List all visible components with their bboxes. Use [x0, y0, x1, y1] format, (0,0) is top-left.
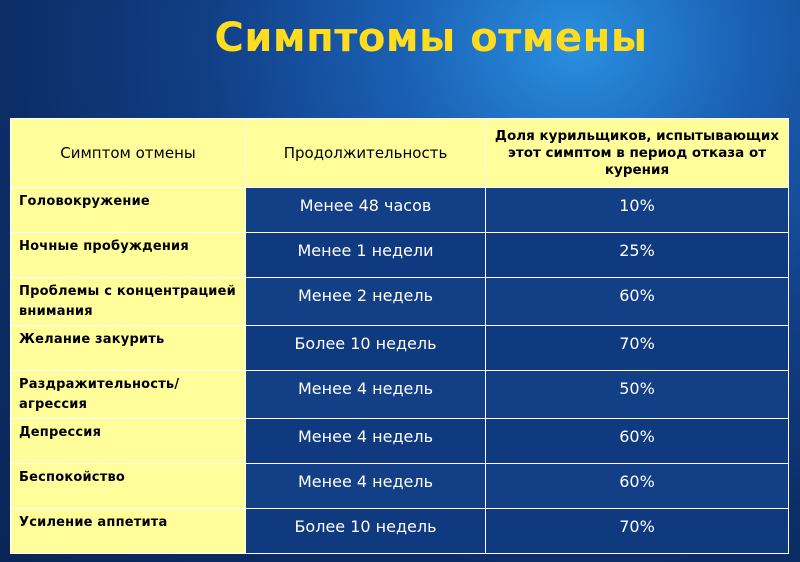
page-title: Симптомы отмены — [214, 15, 648, 61]
share-cell: 10% — [486, 188, 789, 233]
table-row — [11, 464, 789, 509]
symptom-cell: Проблемы с концентрацией внимания — [11, 278, 246, 326]
table-row — [11, 233, 789, 278]
share-cell: 60% — [486, 419, 789, 464]
share-cell: 60% — [486, 464, 789, 509]
share-cell: 25% — [486, 233, 789, 278]
withdrawal-symptoms-table — [10, 118, 789, 554]
table-row — [11, 509, 789, 554]
table-row — [11, 419, 789, 464]
table-row — [11, 371, 789, 419]
symptom-cell: Депрессия — [11, 419, 246, 464]
duration-cell: Более 10 недель — [246, 509, 486, 554]
duration-cell: Более 10 недель — [246, 326, 486, 371]
header-symptom: Симптом отмены — [11, 119, 246, 188]
share-cell: 50% — [486, 371, 789, 419]
share-cell: 70% — [486, 509, 789, 554]
duration-cell: Менее 2 недель — [246, 278, 486, 326]
duration-cell: Менее 1 недели — [246, 233, 486, 278]
table-row — [11, 326, 789, 371]
duration-cell: Менее 4 недель — [246, 371, 486, 419]
symptom-cell: Желание закурить — [11, 326, 246, 371]
share-cell: 70% — [486, 326, 789, 371]
duration-cell: Менее 4 недель — [246, 464, 486, 509]
duration-cell: Менее 48 часов — [246, 188, 486, 233]
symptom-cell: Ночные пробуждения — [11, 233, 246, 278]
header-duration: Продолжительность — [246, 119, 486, 188]
symptom-cell: Беспокойство — [11, 464, 246, 509]
header-share: Доля курильщиков, испытывающих этот симптом в период отказа от курения — [486, 119, 789, 188]
duration-cell: Менее 4 недель — [246, 419, 486, 464]
symptom-cell: Усиление аппетита — [11, 509, 246, 554]
table-row — [11, 188, 789, 233]
symptom-cell: Головокружение — [11, 188, 246, 233]
table-row — [11, 278, 789, 326]
symptom-cell: Раздражительность/ агрессия — [11, 371, 246, 419]
share-cell: 60% — [486, 278, 789, 326]
table-header-row — [11, 119, 789, 188]
